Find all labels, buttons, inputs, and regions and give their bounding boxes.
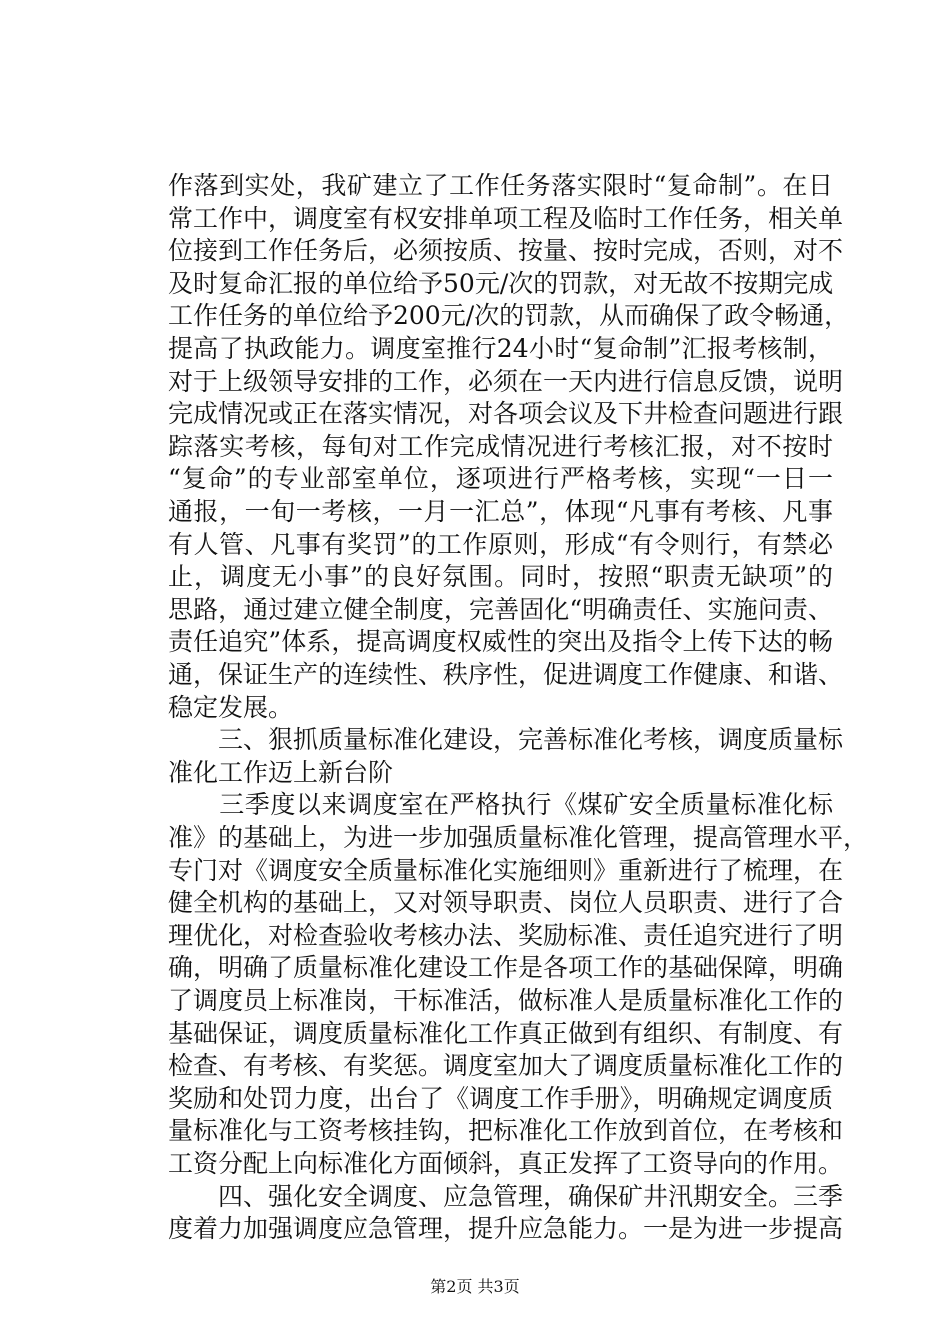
text-line: 有人管、凡事有奖罚”的工作原则，形成“有令则行，有禁必 [168, 529, 833, 559]
text-line: 通，保证生产的连续性、秩序性，促进调度工作健康、和谐、 [168, 660, 844, 689]
text-line: 位接到工作任务后，必须按质、按量、按时完成，否则，对不 [168, 236, 844, 266]
text-line: 通报，一旬一考核，一月一汇总”，体现“凡事有考核、凡事 [168, 497, 833, 526]
text-line: 四、强化安全调度、应急管理，确保矿井汛期安全。三季 [168, 1181, 844, 1211]
text-line: 提高了执政能力。调度室推行24小时“复命制”汇报考核制， [168, 334, 833, 363]
text-line: 奖励和处罚力度，出台了《调度工作手册》，明确规定调度质 [168, 1083, 833, 1113]
text-line: 确，明确了质量标准化建设工作是各项工作的基础保障，明确 [168, 953, 844, 983]
text-line: 度着力加强调度应急管理，提升应急能力。一是为进一步提高 [168, 1214, 844, 1244]
text-line: 三季度以来调度室在严格执行《煤矿安全质量标准化标 [168, 790, 833, 820]
text-line: 工资分配上向标准化方面倾斜，真正发挥了工资导向的作用。 [168, 1149, 844, 1178]
text-line: 及时复命汇报的单位给予50元/次的罚款，对无故不按期完成 [168, 268, 834, 298]
text-line: 理优化，对检查验收考核办法、奖励标准、责任追究进行了明 [168, 920, 844, 950]
text-line: 检查、有考核、有奖惩。调度室加大了调度质量标准化工作的 [168, 1051, 844, 1081]
text-line: 三、狠抓质量标准化建设，完善标准化考核，调度质量标 [168, 725, 844, 755]
text-line: 准》的基础上，为进一步加强质量标准化管理，提高管理水平， [168, 823, 869, 852]
text-line: 作落到实处，我矿建立了工作任务落实限时“复命制”。在日 [168, 171, 833, 200]
text-line: 责任追究”体系，提高调度权威性的突出及指令上传下达的畅 [168, 627, 833, 657]
page-footer: 第2页 共3页 [430, 1277, 520, 1296]
text-line: 工作任务的单位给予200元/次的罚款，从而确保了政令畅通， [168, 301, 850, 331]
text-line: 止，调度无小事”的良好氛围。同时，按照“职责无缺项”的 [168, 562, 833, 592]
text-line: 踪落实考核，每旬对工作完成情况进行考核汇报，对不按时 [168, 431, 833, 461]
text-line: 了调度员上标准岗，干标准活，做标准人是质量标准化工作的 [168, 986, 844, 1015]
text-line: 对于上级领导安排的工作，必须在一天内进行信息反馈，说明 [168, 366, 844, 396]
text-line: “复命”的专业部室单位，逐项进行严格考核，实现“一日一 [168, 464, 833, 494]
text-line: 完成情况或正在落实情况，对各项会议及下井检查问题进行跟 [168, 399, 844, 429]
text-line: 量标准化与工资考核挂钩，把标准化工作放到首位，在考核和 [168, 1116, 844, 1146]
text-line: 专门对《调度安全质量标准化实施细则》重新进行了梳理，在 [168, 855, 844, 885]
text-line: 基础保证，调度质量标准化工作真正做到有组织、有制度、有 [168, 1018, 844, 1048]
text-line: 稳定发展。 [168, 692, 294, 722]
text-line: 思路，通过建立健全制度，完善固化“明确责任、实施问责、 [168, 594, 833, 624]
text-line: 健全机构的基础上，又对领导职责、岗位人员职责、进行了合 [168, 888, 844, 918]
text-line: 常工作中，调度室有权安排单项工程及临时工作任务，相关单 [168, 203, 844, 233]
text-line: 准化工作迈上新台阶 [168, 757, 394, 787]
